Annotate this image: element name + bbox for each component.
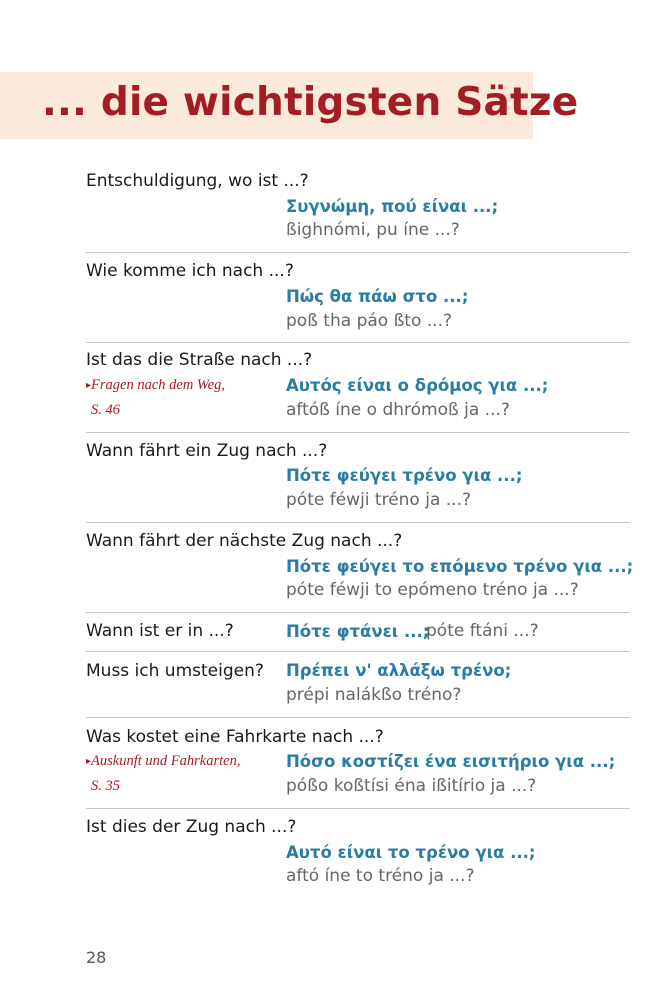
page-title: ... die wichtigsten Sätze <box>42 80 579 125</box>
transliteration: aftóß íne o dhrómoß ja ...? <box>286 400 510 420</box>
german-phrase: Ist dies der Zug nach ...? <box>86 817 297 837</box>
divider <box>86 612 630 613</box>
note-page-ref[interactable]: S. 46 <box>91 402 120 418</box>
divider <box>86 252 630 253</box>
transliteration: póte féwji to epómeno tréno ja ...? <box>286 580 579 600</box>
german-phrase: Ist das die Straße nach ...? <box>86 350 313 370</box>
transliteration: póßo koßtísi éna ißitírio ja ...? <box>286 776 537 796</box>
transliteration: ßighnómi, pu íne ...? <box>286 220 460 240</box>
german-phrase: Wie komme ich nach ...? <box>86 261 294 281</box>
transliteration: póte féwji tréno ja ...? <box>286 490 472 510</box>
german-phrase: Muss ich umsteigen? <box>86 661 264 681</box>
arrow-icon: ▸ <box>86 380 92 391</box>
page-number: 28 <box>86 948 107 967</box>
greek-phrase: Συγνώμη, πού είναι ...; <box>286 197 499 216</box>
arrow-icon: ▸ <box>86 756 92 767</box>
note-text: Fragen nach dem Weg, <box>91 377 225 393</box>
greek-phrase: Πότε φτάνει ...; <box>286 622 430 641</box>
german-phrase: Was kostet eine Fahrkarte nach ...? <box>86 727 384 747</box>
cross-reference-note[interactable] <box>86 377 225 394</box>
greek-phrase: Πώς θα πάω στο ...; <box>286 287 469 306</box>
divider <box>86 522 630 523</box>
greek-phrase: Πόσο κοστίζει ένα εισιτήριο για ...; <box>286 752 616 771</box>
greek-phrase: Πρέπει ν' αλλάξω τρένο; <box>286 661 512 680</box>
greek-phrase: Αυτός είναι ο δρόμος για ...; <box>286 376 549 395</box>
cross-reference-note[interactable] <box>86 753 240 770</box>
transliteration: prépi nalákßo tréno? <box>286 685 462 705</box>
transliteration: aftó íne to tréno ja ...? <box>286 866 475 886</box>
greek-phrase: Πότε φεύγει το επόμενο τρένο για ...; <box>286 557 634 576</box>
divider <box>86 808 630 809</box>
transliteration: poß tha páo ßto ...? <box>286 311 452 331</box>
divider <box>86 432 630 433</box>
greek-phrase: Πότε φεύγει τρένο για ...; <box>286 466 523 485</box>
german-phrase: Wann ist er in ...? <box>86 621 234 641</box>
german-phrase: Entschuldigung, wo ist ...? <box>86 171 309 191</box>
transliteration: póte ftáni ...? <box>426 621 539 641</box>
note-text: Auskunft und Fahrkarten, <box>91 753 241 769</box>
divider <box>86 342 630 343</box>
german-phrase: Wann fährt ein Zug nach ...? <box>86 441 328 461</box>
greek-phrase: Αυτό είναι το τρένο για ...; <box>286 843 536 862</box>
divider <box>86 651 630 652</box>
note-page-ref[interactable]: S. 35 <box>91 778 120 794</box>
divider <box>86 717 630 718</box>
german-phrase: Wann fährt der nächste Zug nach ...? <box>86 531 403 551</box>
